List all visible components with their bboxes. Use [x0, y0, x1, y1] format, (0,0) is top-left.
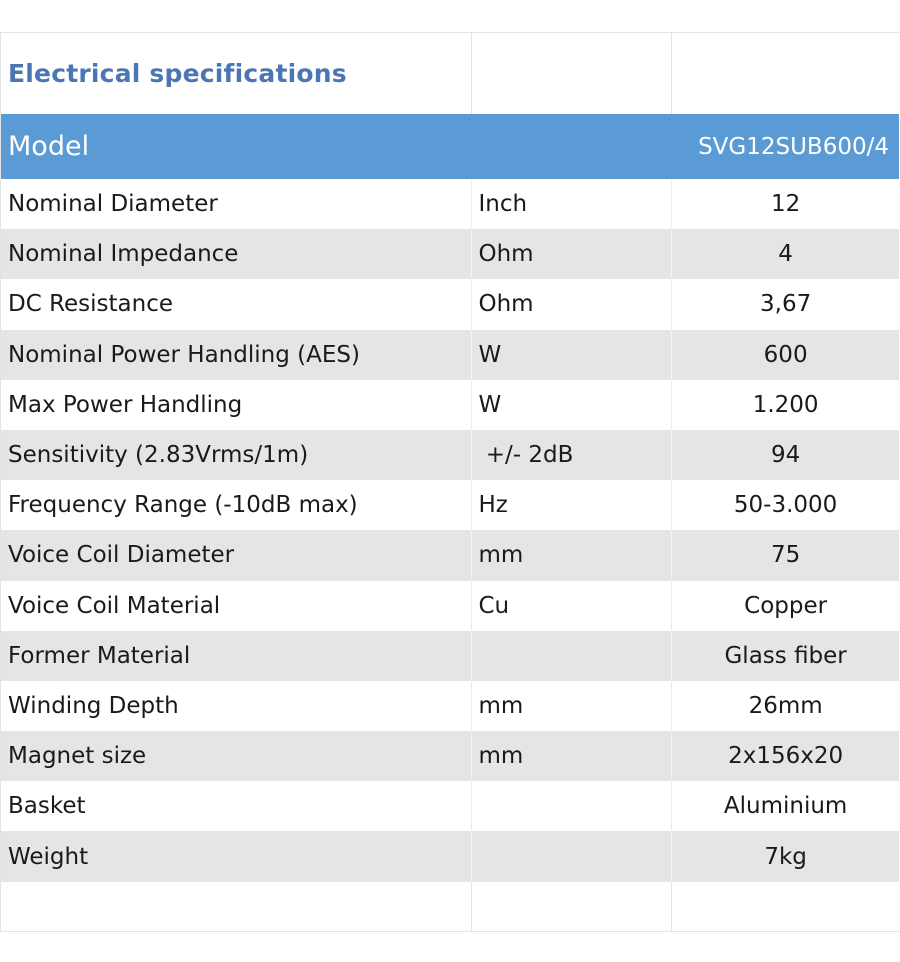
table-row: [1, 781, 899, 831]
unit-cell: Hz: [472, 480, 672, 530]
table-row: [1, 179, 899, 229]
param-cell: Voice Coil Material: [1, 581, 472, 631]
value-cell: 600: [763, 341, 808, 368]
param-cell: Magnet size: [1, 731, 472, 781]
model-label: Model: [8, 131, 90, 162]
table-row: [1, 530, 899, 580]
param-cell: Winding Depth: [1, 681, 472, 731]
param-cell: Former Material: [1, 631, 472, 681]
unit-cell: Ohm: [472, 229, 672, 279]
value-cell: Copper: [744, 592, 828, 619]
section-title: Electrical specifications: [8, 59, 347, 88]
unit-cell: Ohm: [472, 279, 672, 329]
spec-table: [0, 32, 899, 932]
table-row: [1, 229, 899, 279]
title-row: [1, 33, 899, 114]
value-cell: 4: [778, 241, 793, 268]
table-row: [1, 430, 899, 480]
unit-cell: [472, 781, 672, 831]
table-row: [1, 831, 899, 881]
param-cell: Weight: [1, 831, 472, 881]
model-value: SVG12SUB600/4: [698, 133, 889, 160]
unit-cell: mm: [472, 681, 672, 731]
param-cell: Frequency Range (-10dB max): [1, 480, 472, 530]
value-cell: Aluminium: [723, 793, 848, 820]
param-cell: Max Power Handling: [1, 380, 472, 430]
value-cell: 26mm: [748, 692, 823, 719]
empty-cell: [672, 882, 899, 932]
unit-cell: Cu: [472, 581, 672, 631]
empty-cell: [1, 882, 472, 932]
model-header-row: [1, 114, 899, 179]
value-cell: 12: [770, 191, 801, 218]
param-cell: Voice Coil Diameter: [1, 530, 472, 580]
unit-cell: W: [472, 380, 672, 430]
param-cell: Sensitivity (2.83Vrms/1m): [1, 430, 472, 480]
empty-cell: [472, 882, 672, 932]
param-cell: Nominal Impedance: [1, 229, 472, 279]
param-cell: DC Resistance: [1, 279, 472, 329]
table-row: [1, 330, 899, 380]
value-cell: 94: [770, 442, 801, 469]
table-row: [1, 631, 899, 681]
unit-cell: mm: [472, 731, 672, 781]
table-row: [1, 480, 899, 530]
table-row: [1, 279, 899, 329]
unit-cell: Inch: [472, 179, 672, 229]
value-cell: 3,67: [760, 291, 812, 318]
value-cell: Glass fiber: [724, 642, 847, 669]
value-cell: 75: [770, 542, 801, 569]
value-cell: 7kg: [764, 843, 807, 870]
table-row: [1, 581, 899, 631]
value-cell: 1.200: [752, 391, 819, 418]
param-cell: Nominal Diameter: [1, 179, 472, 229]
unit-cell: [472, 631, 672, 681]
unit-cell: +/- 2dB: [472, 430, 672, 480]
table-row: [1, 380, 899, 430]
param-cell: Basket: [1, 781, 472, 831]
table-row: [1, 681, 899, 731]
title-cell: [1, 33, 472, 114]
value-cell: 50-3.000: [733, 492, 838, 519]
value-cell: 2x156x20: [728, 743, 844, 770]
unit-cell: mm: [472, 530, 672, 580]
empty-footer-row: [1, 882, 899, 932]
empty-cell: [472, 33, 672, 114]
unit-cell: W: [472, 330, 672, 380]
param-cell: Nominal Power Handling (AES): [1, 330, 472, 380]
unit-cell: [472, 831, 672, 881]
empty-cell: [672, 33, 899, 114]
table-row: [1, 731, 899, 781]
